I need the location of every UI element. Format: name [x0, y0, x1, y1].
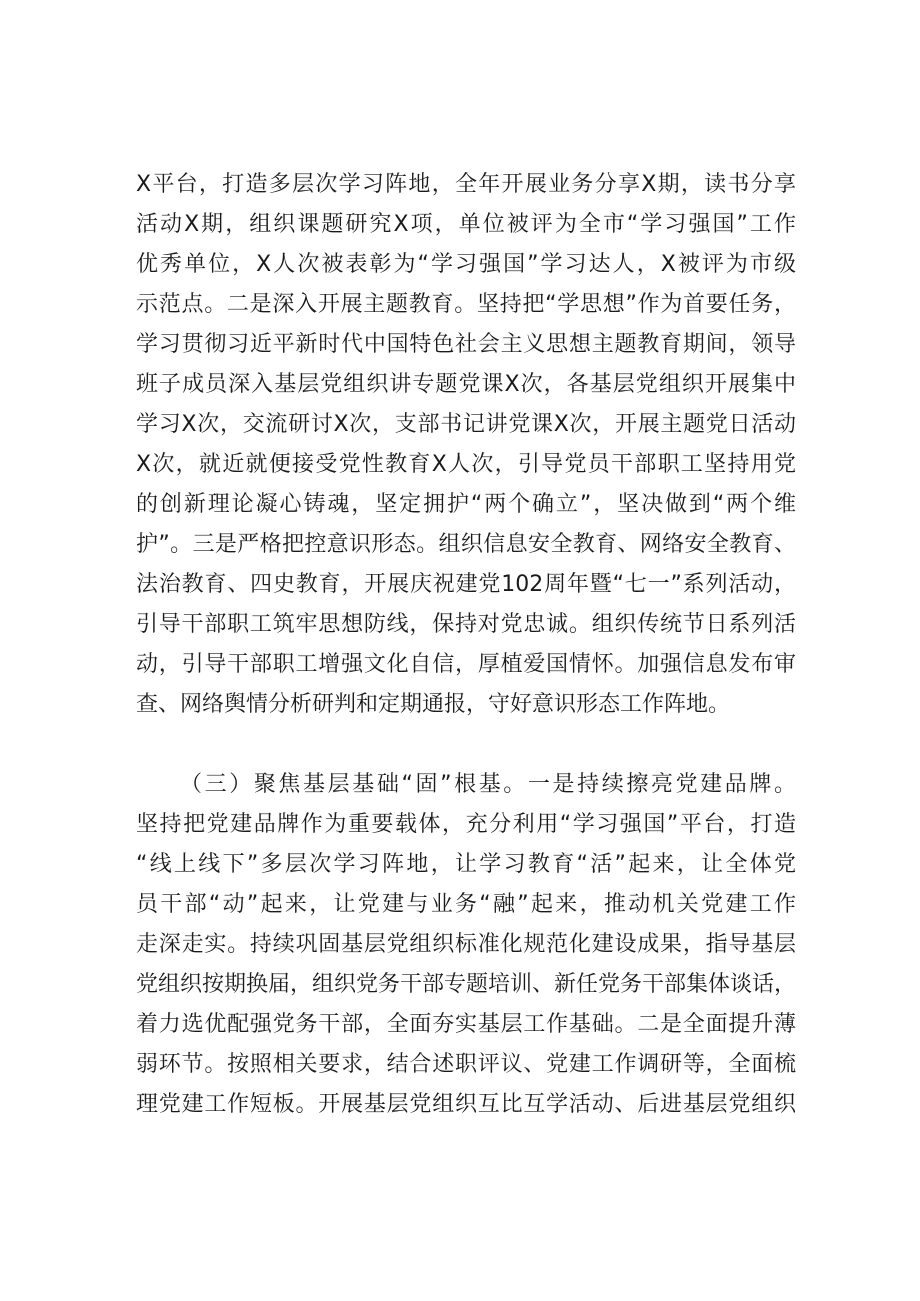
text-line: X平台，打造多层次学习阵地，全年开展业务分享X期，读书分享 [136, 172, 796, 197]
text-line: 着力选优配强党务干部，全面夯实基层工作基础。二是全面提升薄 [136, 1012, 796, 1037]
text-line: 学习X次，交流研讨X次，支部书记讲党课X次，开展主题党日活动 [136, 412, 796, 437]
text-line: “线上线下”多层次学习阵地，让学习教育“活”起来，让全体党 [136, 852, 796, 877]
text-line: 走深走实。持续巩固基层党组织标准化规范化建设成果，指导基层 [136, 932, 796, 957]
paragraph-2 [136, 765, 796, 1125]
text-line: 优秀单位，X人次被表彰为“学习强国”学习达人，X被评为市级 [136, 252, 796, 277]
section-heading-line: （三）聚焦基层基础“固”根基。一是持续擦亮党建品牌。 [180, 772, 796, 797]
text-line: 活动X期，组织课题研究X项，单位被评为全市“学习强国”工作 [136, 212, 796, 237]
text-line: 动，引导干部职工增强文化自信，厚植爱国情怀。加强信息发布审 [136, 652, 796, 677]
text-line: 学习贯彻习近平新时代中国特色社会主义思想主题教育期间，领导 [136, 332, 796, 357]
text-line: 员干部“动”起来，让党建与业务“融”起来，推动机关党建工作 [136, 892, 796, 917]
text-line: 引导干部职工筑牢思想防线，保持对党忠诚。组织传统节日系列活 [136, 612, 796, 637]
text-line: 弱环节。按照相关要求，结合述职评议、党建工作调研等，全面梳 [136, 1052, 796, 1077]
text-line: 班子成员深入基层党组织讲专题党课X次，各基层党组织开展集中 [136, 372, 796, 397]
text-line: 护”。三是严格把控意识形态。组织信息安全教育、网络安全教育、 [136, 532, 796, 557]
text-line: 的创新理论凝心铸魂，坚定拥护“两个确立”，坚决做到“两个维 [136, 492, 796, 517]
text-line: 法治教育、四史教育，开展庆祝建党102周年暨“七一”系列活动， [136, 572, 796, 597]
text-line: 党组织按期换届，组织党务干部专题培训、新任党务干部集体谈话， [136, 972, 797, 997]
text-line: 坚持把党建品牌作为重要载体，充分利用“学习强国”平台，打造 [136, 812, 796, 837]
text-line: 理党建工作短板。开展基层党组织互比互学活动、后进基层党组织 [136, 1092, 796, 1117]
text-line: 查、网络舆情分析研判和定期通报，守好意识形态工作阵地。 [136, 692, 731, 717]
text-line: X次，就近就便接受党性教育X人次，引导党员干部职工坚持用党 [136, 452, 796, 477]
text-line: 示范点。二是深入开展主题教育。坚持把“学思想”作为首要任务， [136, 292, 796, 317]
paragraph-1 [136, 165, 796, 725]
